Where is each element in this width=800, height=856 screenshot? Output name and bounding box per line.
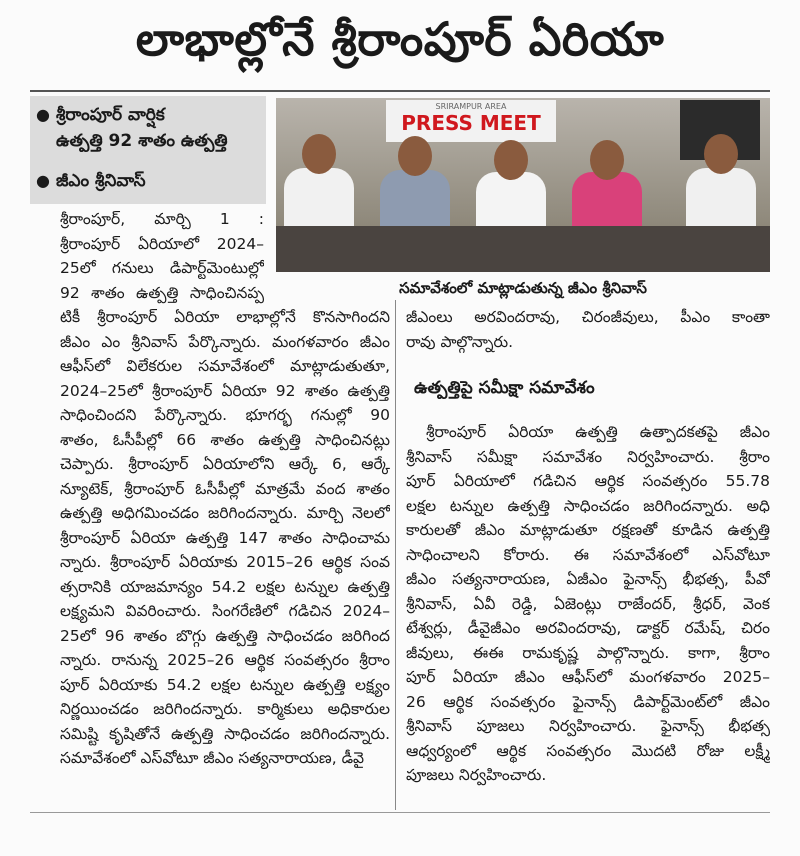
text-line: టేశ్వర్లు, డీవైజీఎం అరవిందరావు, డాక్టర్ రమేష్, చిరం xyxy=(406,619,770,637)
text-line: 92 శాతం ఉత్పత్తి సాధించినప్ప xyxy=(60,283,264,302)
highlight-text: జీఎం శ్రీనివాస్ xyxy=(56,171,146,191)
text-line: 25లో గనులు డిపార్ట్‌మెంటుల్లో xyxy=(60,259,264,277)
text-line: ఆఫీస్‌లో విలేకరుల సమావేశంలో మాట్లాడుతుతూ, xyxy=(60,357,390,375)
column-1-intro xyxy=(60,207,264,305)
headline: లాభాల్లోనే శ్రీరాంపూర్ ఏరియా xyxy=(135,12,665,66)
column-divider xyxy=(395,300,396,810)
text-line: శ్రీనివాస్ సమీక్షా సమావేశం నిర్వహించారు. శ్రీరాం xyxy=(406,447,770,466)
text-line: కారులతో జీఎం మాట్లాడుతూ రక్షణతో కూడిన ఉత్పత్తి xyxy=(406,521,770,539)
person-head xyxy=(494,140,528,180)
text-line: త్సరానికి యాజమాన్యం 54.2 లక్షల టన్నుల ఉత్పత్తి xyxy=(60,577,390,596)
text-line: సమిష్టి కృషితోనే ఉత్పత్తి సాధించడం జరిగిందన్నారు. xyxy=(60,724,390,743)
bullet-icon: ● xyxy=(36,105,50,124)
highlight-text: శ్రీరాంపూర్ వార్షిక xyxy=(56,105,165,125)
bottom-rule xyxy=(30,812,770,813)
headline-rule xyxy=(30,90,770,92)
text-line: జీఎంలు అరవిందరావు, చిరంజీవులు, పీఎం కాంతా xyxy=(406,308,770,326)
text-line: న్నారు. శ్రీరాంపూర్ ఏరియాకు 2015–26 ఆర్థిక సంవ xyxy=(60,553,390,571)
text-line: శాతం, ఓసీపీల్లో 66 శాతం ఉత్పత్తి సాధించినట్లు xyxy=(60,430,390,449)
column-2-intro xyxy=(406,305,770,354)
text-line: నిర్ణయించడం జరిగిందన్నారు. కార్మికులు అధికారుల xyxy=(60,700,390,718)
text-line: శ్రీరాంపూర్ ఏరియా ఉత్పత్తి 147 శాతం సాధించామ xyxy=(60,528,390,547)
text-line: జీఎం ఎం శ్రీనివాస్ పేర్కొన్నారు. మంగళవారం జీఎం xyxy=(60,332,390,351)
text-line: జీఎం సత్యనారాయణ, ఏజీఎం ఫైనాన్స్ భీభత్స, పీవో xyxy=(406,570,770,588)
text-line: పూజలు నిర్వహించారు. xyxy=(406,766,547,784)
person-head xyxy=(302,134,336,174)
text-line: శ్రీరాంపూర్ ఏరియాలో 2024– xyxy=(60,234,264,253)
text-line: న్యూటెక్, శ్రీరాంపూర్ ఓసీపీల్లో మాత్రమే వంద శాతం xyxy=(60,479,390,498)
text-line: 2024–25లో శ్రీరాంపూర్ ఏరియా 92 శాతం ఉత్పత్తి xyxy=(60,381,390,400)
highlight-text: ఉత్పత్తి 92 శాతం ఉత్పత్తి xyxy=(56,131,228,151)
text-line: సమావేశంలో ఎస్‌వోటూ జీఎం సత్యనారాయణ, డీవై xyxy=(60,749,365,767)
press-meet-photo xyxy=(276,98,770,272)
text-line: చెప్పారు. శ్రీరాంపూర్ ఏరియాలోని ఆర్కే 6, ఆర్కే xyxy=(60,455,390,473)
text-line: సాధించిందని పేర్కొన్నారు. భూగర్భ గనుల్లో 90 xyxy=(60,406,390,424)
text-line: ఆధ్వర్యంలో ఆర్థిక సంవత్సరం మొదటి రోజు లక్ష్మీ xyxy=(406,741,770,760)
conference-table xyxy=(276,226,770,272)
section-subheading: ఉత్పత్తిపై సమీక్షా సమావేశం xyxy=(414,378,595,398)
text-line: లక్షల టన్నుల ఉత్పత్తి సాధించడం జరిగిందన్నారు. అధి xyxy=(406,496,770,515)
banner-small-text: SRIRAMPUR AREA xyxy=(435,102,507,111)
person-head xyxy=(590,140,624,180)
text-line: లక్ష్యమని వివరించారు. సింగరేణిలో గడిచిన 2024– xyxy=(60,602,390,620)
text-line: శ్రీరాంపూర్, మార్చి 1 : xyxy=(60,210,264,228)
person-head xyxy=(398,136,432,176)
text-line: 26 ఆర్థిక సంవత్సరం ఫైనాన్స్ డిపార్ట్‌మెంట్‌లో జీఎం xyxy=(406,692,770,711)
bullet-icon: ● xyxy=(36,171,50,190)
text-line: శ్రీనివాస్, ఏవీ రెడ్డి, ఏజెంట్లు రాజేందర్, శ్రీధర్, వెంక xyxy=(406,594,770,613)
column-1-body xyxy=(60,305,390,771)
highlights-box xyxy=(30,96,266,204)
text-line: పూర్ ఏరియాలో గడిచిన ఆర్థిక సంవత్సరం 55.78 xyxy=(406,472,770,490)
text-line: జీవులు, ఈఈ రామకృష్ణ పాల్గొన్నారు. కాగా, శ్రీరాం xyxy=(406,643,770,662)
text-line: శ్రీరాంపూర్ ఏరియా ఉత్పత్తి ఉత్పాదకతపై జీఎం xyxy=(426,423,770,441)
text-line: సాధించాలని కోరారు. ఈ సమావేశంలో ఎస్‌వోటూ xyxy=(406,545,770,564)
banner-title: PRESS MEET xyxy=(401,111,541,135)
text-line: ఉత్పత్తి అధిగమించడం జరిగిందన్నారు. మార్చి నెలలో xyxy=(60,504,390,522)
text-line: రావు పాల్గొన్నారు. xyxy=(406,332,514,351)
text-line: న్నారు. రానున్న 2025–26 ఆర్థిక సంవత్సరం శ్రీరాం xyxy=(60,651,390,669)
text-line: 25లో 96 శాతం బొగ్గు ఉత్పత్తి సాధించడం జరిగింద xyxy=(60,626,390,645)
text-line: శ్రీనివాస్ పూజలు నిర్వహించారు. ఫైనాన్స్ భీభత్స xyxy=(406,717,770,735)
text-line: టికీ శ్రీరాంపూర్ ఏరియా లాభాల్లోనే కొనసాగిందని xyxy=(60,308,390,326)
text-line: పూర్ ఏరియా జీఎం ఆఫీస్‌లో మంగళవారం 2025– xyxy=(406,668,770,686)
photo-caption: సమావేశంలో మాట్లాడుతున్న జీఎం శ్రీనివాస్ xyxy=(399,279,647,297)
text-line: పూర్ ఏరియాకు 54.2 లక్షల టన్నుల ఉత్పత్తి లక్ష్యం xyxy=(60,675,390,694)
person-head xyxy=(704,134,738,174)
column-2-body xyxy=(406,420,770,788)
